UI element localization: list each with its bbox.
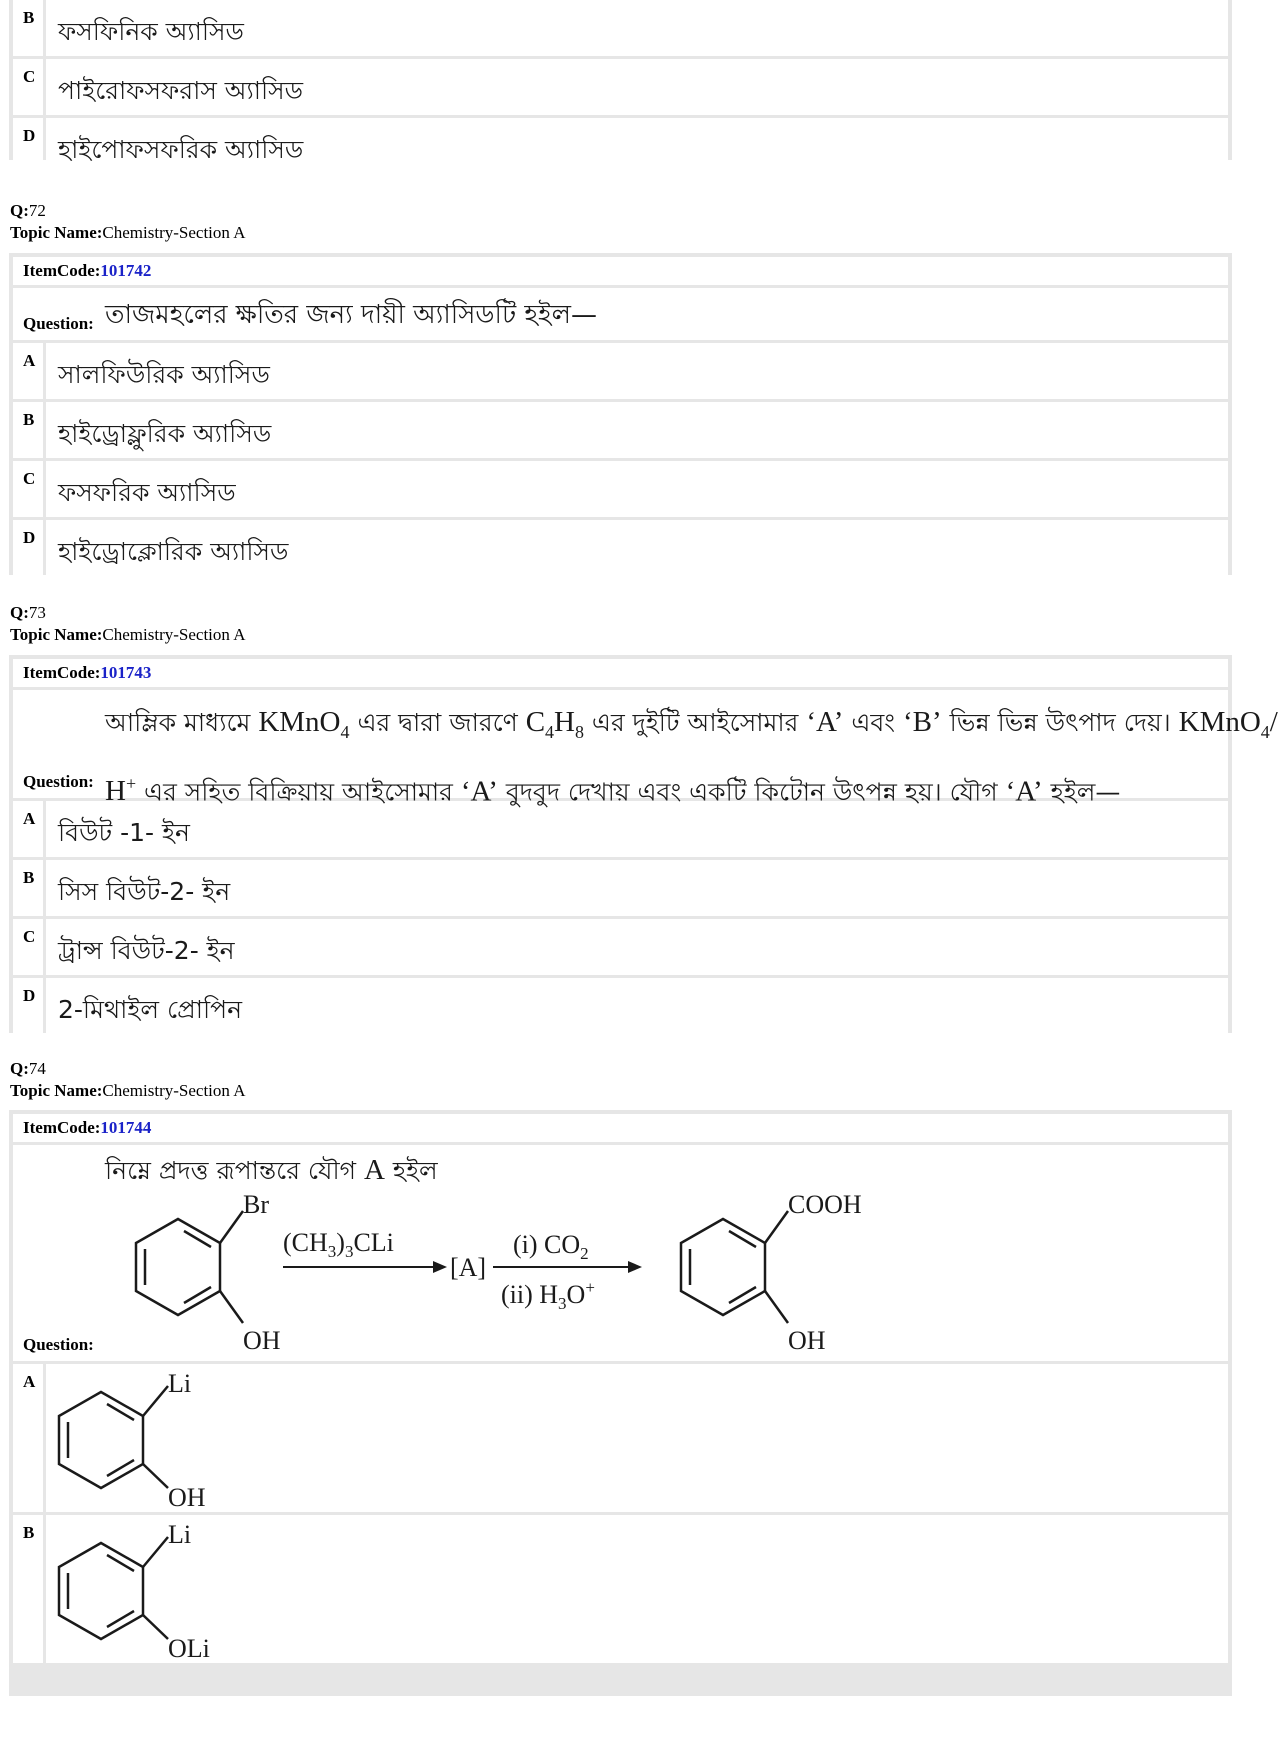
q-number: 73 — [28, 603, 46, 622]
option-b[interactable] — [13, 1515, 1228, 1663]
option-c[interactable] — [13, 59, 1228, 115]
option-letter: B — [13, 1515, 43, 1663]
item-code-label: ItemCode: — [23, 663, 101, 682]
item-code-label: ItemCode: — [23, 261, 101, 280]
topic-label: Topic Name: — [10, 223, 103, 242]
question-text: তাজমহলের ক্ষতির জন্য দায়ী অ্যাসিডটি হইল— — [105, 300, 597, 330]
option-a[interactable] — [13, 1364, 1228, 1512]
option-b[interactable] — [13, 0, 1228, 56]
item-code: 101744 — [100, 1118, 152, 1137]
option-letter: C — [13, 59, 43, 115]
product-cooh: COOH — [788, 1190, 862, 1219]
option-c[interactable] — [13, 461, 1228, 517]
arrow-1-head — [433, 1261, 447, 1273]
option-text: ফসফিনিক অ্যাসিড — [46, 0, 1228, 56]
question-row — [13, 1145, 1228, 1361]
q-label: Q: — [10, 201, 29, 220]
option-text: পাইরোফসফরাস অ্যাসিড — [46, 59, 1228, 115]
option-letter: D — [13, 520, 43, 576]
q74-box — [9, 1110, 1232, 1696]
item-code-row — [13, 257, 1228, 285]
question-label: Question: — [23, 1335, 94, 1354]
option-b[interactable] — [13, 860, 1228, 916]
option-letter: C — [13, 461, 43, 517]
option-a-structure — [46, 1364, 246, 1512]
option-letter: B — [13, 402, 43, 458]
option-text: বিউট -1- ইন — [46, 801, 1228, 857]
option-text: 2-মিথাইল প্রোপিন — [46, 978, 1228, 1034]
option-text: হাইড্রোক্লোরিক অ্যাসিড — [46, 520, 1228, 576]
reactant-oh: OH — [243, 1326, 281, 1355]
option-letter: D — [13, 118, 43, 174]
question-line-2: H+ এর সহিত বিক্রিয়ায় আইসোমার ‘A’ বুদবুদ দেখায় এবং একটি কিটোন উৎপন্ন হয়। যৌগ ‘A’ হইল— — [105, 773, 1121, 808]
reactant-benzene-ring — [136, 1211, 243, 1323]
option-b-oli: OLi — [168, 1634, 210, 1663]
option-text: সিস বিউট-2- ইন — [46, 860, 1228, 916]
reagent-1: $(CH_3)_3CLi$ — [283, 1228, 394, 1261]
q72-box — [9, 253, 1232, 575]
topic-label: Topic Name: — [10, 1081, 103, 1100]
q-label: Q: — [10, 603, 29, 622]
reactant-br: Br — [243, 1190, 269, 1219]
item-code-label: ItemCode: — [23, 1118, 101, 1137]
question-label: Question: — [23, 314, 94, 333]
topic-name: Chemistry-Section A — [102, 625, 246, 644]
option-text: ট্রান্স বিউট-2- ইন — [46, 919, 1228, 975]
item-code-row — [13, 1114, 1228, 1142]
q73-box — [9, 655, 1278, 1033]
option-text: সালফিউরিক অ্যাসিড — [46, 343, 1228, 399]
item-code: 101742 — [100, 261, 152, 280]
option-a-oh: OH — [168, 1483, 206, 1512]
option-structure — [46, 1364, 1228, 1512]
reagent-2-top: (i) $CO_2$ — [513, 1230, 589, 1263]
option-structure — [46, 1515, 1228, 1663]
option-text: ফসফরিক অ্যাসিড — [46, 461, 1228, 517]
question-row — [13, 288, 1228, 340]
option-letter: A — [13, 1364, 43, 1512]
product-oh: OH — [788, 1326, 826, 1355]
option-letter: B — [13, 0, 43, 56]
question-text: নিম্নে প্রদত্ত রূপান্তরে যৌগ A হইল — [105, 1154, 438, 1186]
option-letter: A — [13, 801, 43, 857]
question-row — [13, 690, 1278, 808]
option-b[interactable] — [13, 402, 1228, 458]
option-c[interactable] — [13, 919, 1228, 975]
reagent-2-bottom: (ii) $H_3O^+$ — [501, 1278, 595, 1313]
topic-name: Chemistry-Section A — [102, 1081, 246, 1100]
question-text — [105, 696, 1278, 818]
q72-header — [10, 200, 245, 244]
product-benzene-ring — [681, 1211, 788, 1323]
intermediate-a: [A] — [450, 1253, 487, 1282]
option-a-li: Li — [168, 1369, 192, 1398]
option-text: হাইপোফসফরিক অ্যাসিড — [46, 118, 1228, 174]
q73-header — [10, 602, 245, 646]
q74-header — [10, 1058, 245, 1102]
option-d[interactable] — [13, 118, 1228, 174]
option-b-structure — [46, 1515, 246, 1663]
item-code: 101743 — [100, 663, 152, 682]
option-text: হাইড্রোফ্লুরিক অ্যাসিড — [46, 402, 1228, 458]
arrow-2-head — [628, 1261, 642, 1273]
option-d[interactable] — [13, 520, 1228, 576]
option-letter: C — [13, 919, 43, 975]
q-label: Q: — [10, 1059, 29, 1078]
option-letter: A — [13, 343, 43, 399]
option-d[interactable] — [13, 978, 1228, 1034]
option-letter: B — [13, 860, 43, 916]
reaction-scheme — [93, 1191, 1093, 1361]
q-number: 72 — [28, 201, 46, 220]
item-code-row — [13, 659, 1228, 687]
option-letter: D — [13, 978, 43, 1034]
question-line-1: আম্লিক মাধ্যমে KMnO$_4$ এর দ্বারা জারণে $C_4H_8$ এর দুইটি আইসোমার ‘A’ এবং ‘B’ ভিন্ন ভিন্ন উৎপাদ দেয়। KMnO$_4$/ — [105, 706, 1278, 742]
question-label: Question: — [23, 772, 94, 791]
topic-name: Chemistry-Section A — [102, 223, 246, 242]
q-number: 74 — [28, 1059, 46, 1078]
q71-options-box — [9, 0, 1232, 164]
option-a[interactable] — [13, 343, 1228, 399]
topic-label: Topic Name: — [10, 625, 103, 644]
option-b-li: Li — [168, 1520, 192, 1549]
